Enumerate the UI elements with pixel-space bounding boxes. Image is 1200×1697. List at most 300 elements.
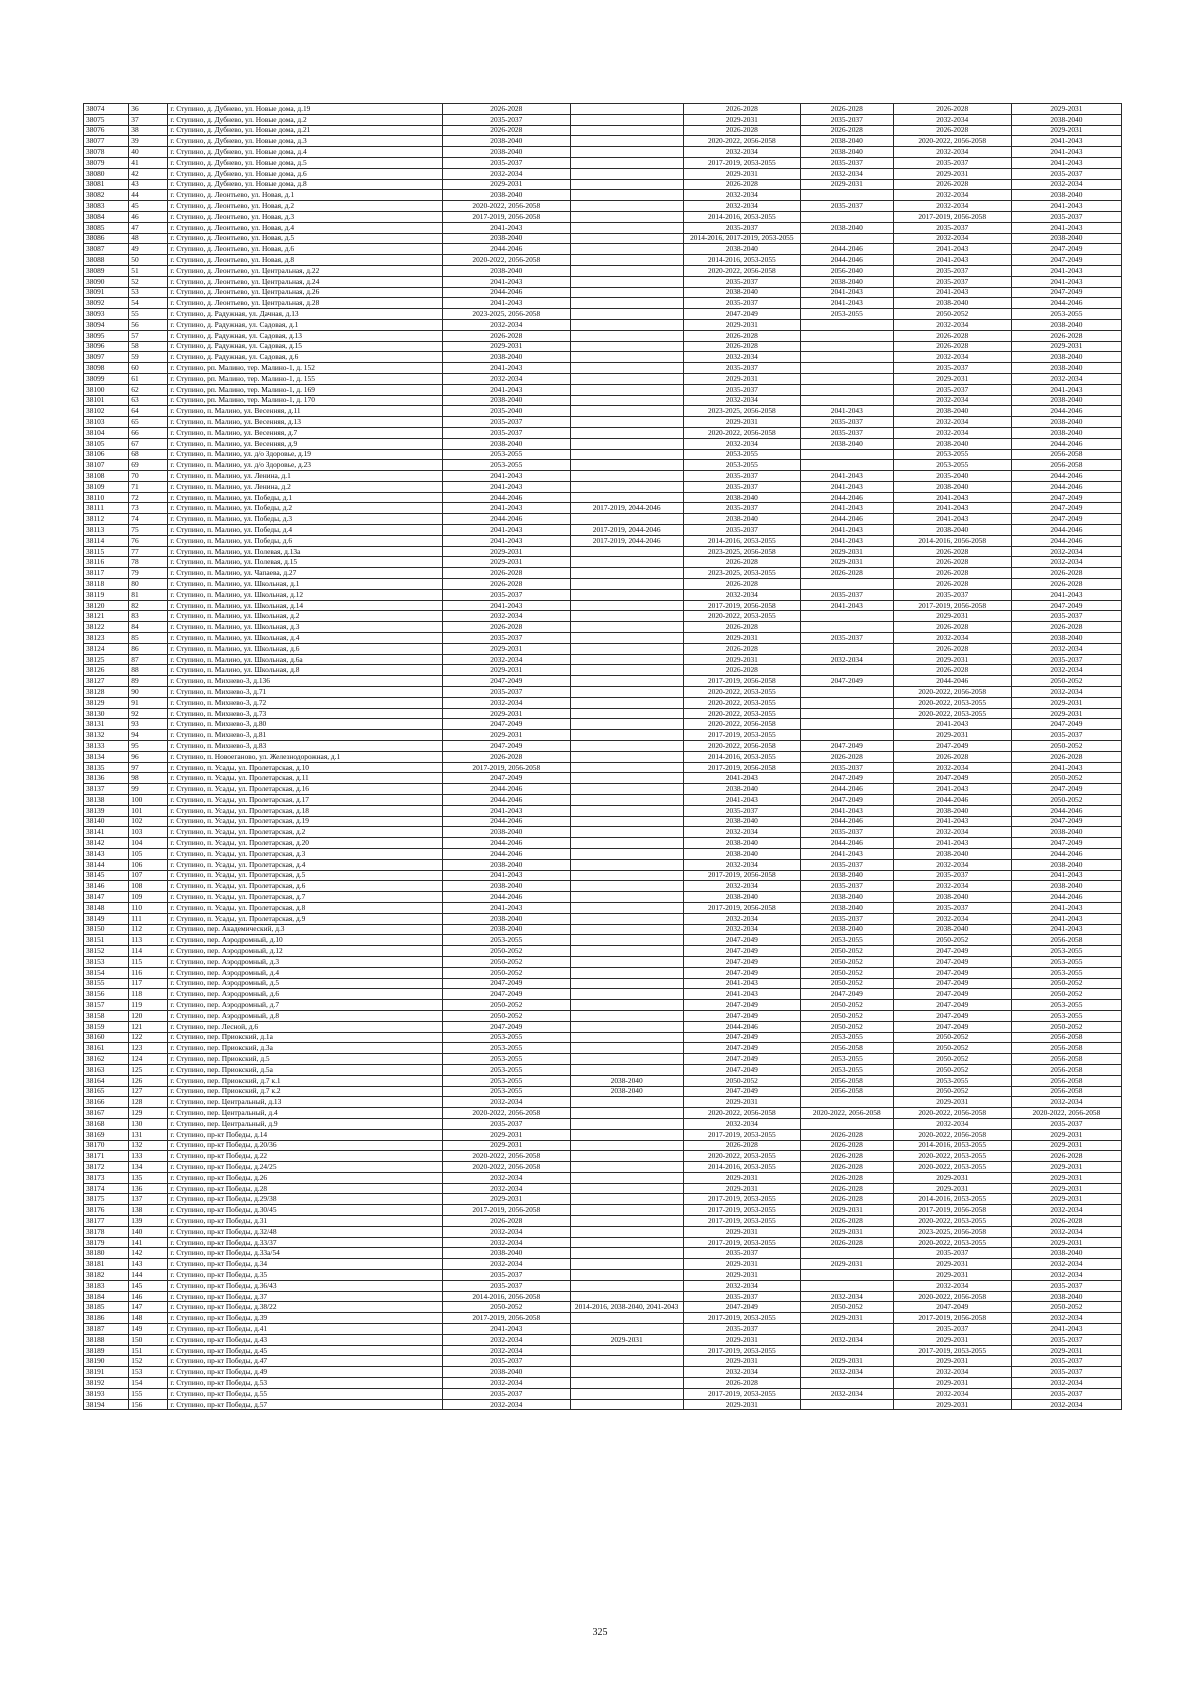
period-col3-cell: 2014-2016, 2053-2055 <box>683 751 800 762</box>
period-col1-cell: 2050-2052 <box>443 956 571 967</box>
period-col1-cell: 2050-2052 <box>443 1000 571 1011</box>
period-col1-cell: 2044-2046 <box>443 784 571 795</box>
period-col2-cell <box>570 1043 683 1054</box>
period-col2-cell <box>570 1194 683 1205</box>
table-row <box>84 136 1122 147</box>
period-col6-cell: 2032-2034 <box>1011 1259 1121 1270</box>
table-row <box>84 1356 1122 1367</box>
period-col4-cell: 2038-2040 <box>800 147 893 158</box>
table-row <box>84 967 1122 978</box>
period-col2-cell <box>570 795 683 806</box>
period-col6-cell: 2050-2052 <box>1011 676 1121 687</box>
table-row <box>84 1226 1122 1237</box>
period-col5-cell: 2050-2052 <box>893 1064 1011 1075</box>
row-number-cell: 87 <box>129 654 168 665</box>
row-number-cell: 153 <box>129 1367 168 1378</box>
row-number-cell: 63 <box>129 395 168 406</box>
record-id-cell: 38155 <box>84 978 129 989</box>
table-row <box>84 1378 1122 1389</box>
period-col6-cell: 2038-2040 <box>1011 427 1121 438</box>
period-col1-cell: 2038-2040 <box>443 265 571 276</box>
row-number-cell: 62 <box>129 384 168 395</box>
period-col3-cell: 2044-2046 <box>683 1021 800 1032</box>
address-cell: г. Ступино, п. Малино, ул. Школьная, д.8 <box>168 665 443 676</box>
period-col2-cell <box>570 1248 683 1259</box>
period-col2-cell <box>570 157 683 168</box>
address-cell: г. Ступино, д. Леонтьево, ул. Центральная, д.26 <box>168 287 443 298</box>
record-id-cell: 38178 <box>84 1226 129 1237</box>
row-number-cell: 39 <box>129 136 168 147</box>
period-col1-cell: 2032-2034 <box>443 319 571 330</box>
period-col1-cell: 2029-2031 <box>443 557 571 568</box>
period-col3-cell: 2032-2034 <box>683 201 800 212</box>
address-cell: г. Ступино, д. Дубнево, ул. Новые дома, д.4 <box>168 147 443 158</box>
period-col2-cell <box>570 687 683 698</box>
period-col2-cell <box>570 935 683 946</box>
row-number-cell: 131 <box>129 1129 168 1140</box>
period-col1-cell: 2050-2052 <box>443 946 571 957</box>
period-col4-cell <box>800 330 893 341</box>
period-col6-cell: 2032-2034 <box>1011 179 1121 190</box>
row-number-cell: 129 <box>129 1108 168 1119</box>
period-col2-cell <box>570 319 683 330</box>
period-col6-cell: 2032-2034 <box>1011 373 1121 384</box>
address-cell: г. Ступино, п. Усады, ул. Пролетарская, д.16 <box>168 784 443 795</box>
period-col5-cell: 2053-2055 <box>893 449 1011 460</box>
address-cell: г. Ступино, п. Малино, ул. Школьная, д.2 <box>168 611 443 622</box>
period-col5-cell: 2047-2049 <box>893 978 1011 989</box>
period-col6-cell: 2032-2034 <box>1011 557 1121 568</box>
address-cell: г. Ступино, пр-кт Победы, д.28 <box>168 1183 443 1194</box>
period-col6-cell: 2035-2037 <box>1011 1367 1121 1378</box>
row-number-cell: 82 <box>129 600 168 611</box>
row-number-cell: 138 <box>129 1205 168 1216</box>
period-col3-cell: 2041-2043 <box>683 989 800 1000</box>
period-col3-cell: 2017-2019, 2053-2055 <box>683 1237 800 1248</box>
period-col4-cell: 2047-2049 <box>800 773 893 784</box>
period-col3-cell: 2038-2040 <box>683 816 800 827</box>
period-col1-cell: 2035-2037 <box>443 687 571 698</box>
period-col1-cell: 2044-2046 <box>443 816 571 827</box>
address-cell: г. Ступино, пр-кт Победы, д.20/36 <box>168 1140 443 1151</box>
table-row <box>84 319 1122 330</box>
address-cell: г. Ступино, п. Усады, ул. Пролетарская, д.10 <box>168 762 443 773</box>
period-col5-cell: 2026-2028 <box>893 341 1011 352</box>
address-cell: г. Ступино, пр-кт Победы, д.45 <box>168 1345 443 1356</box>
table-row <box>84 946 1122 957</box>
record-id-cell: 38174 <box>84 1183 129 1194</box>
period-col5-cell: 2047-2049 <box>893 773 1011 784</box>
period-col1-cell: 2020-2022, 2056-2058 <box>443 255 571 266</box>
period-col2-cell: 2038-2040 <box>570 1086 683 1097</box>
row-number-cell: 125 <box>129 1064 168 1075</box>
record-id-cell: 38113 <box>84 525 129 536</box>
record-id-cell: 38109 <box>84 481 129 492</box>
period-col2-cell <box>570 363 683 374</box>
table-row <box>84 859 1122 870</box>
row-number-cell: 124 <box>129 1054 168 1065</box>
address-cell: г. Ступино, пер. Центральный, д.13 <box>168 1097 443 1108</box>
period-col1-cell: 2044-2046 <box>443 492 571 503</box>
period-col2-cell <box>570 406 683 417</box>
record-id-cell: 38088 <box>84 255 129 266</box>
period-col5-cell: 2029-2031 <box>893 611 1011 622</box>
period-col5-cell: 2041-2043 <box>893 255 1011 266</box>
period-col4-cell <box>800 579 893 590</box>
address-cell: г. Ступино, д. Леонтьево, ул. Новая, д.4 <box>168 222 443 233</box>
period-col5-cell: 2020-2022, 2056-2058 <box>893 1291 1011 1302</box>
row-number-cell: 134 <box>129 1162 168 1173</box>
table-row <box>84 104 1122 115</box>
period-col2-cell <box>570 438 683 449</box>
period-col5-cell: 2038-2040 <box>893 848 1011 859</box>
period-col2-cell <box>570 373 683 384</box>
period-col6-cell: 2047-2049 <box>1011 503 1121 514</box>
record-id-cell: 38192 <box>84 1378 129 1389</box>
period-col6-cell: 2029-2031 <box>1011 1129 1121 1140</box>
period-col4-cell <box>800 697 893 708</box>
period-col4-cell: 2041-2043 <box>800 287 893 298</box>
period-col2-cell <box>570 417 683 428</box>
address-cell: г. Ступино, д. Леонтьево, ул. Новая, д.1 <box>168 190 443 201</box>
row-number-cell: 98 <box>129 773 168 784</box>
period-col4-cell: 2038-2040 <box>800 438 893 449</box>
period-col3-cell: 2020-2022, 2056-2058 <box>683 1108 800 1119</box>
record-id-cell: 38184 <box>84 1291 129 1302</box>
period-col5-cell: 2032-2034 <box>893 1118 1011 1129</box>
period-col5-cell: 2026-2028 <box>893 665 1011 676</box>
period-col5-cell: 2032-2034 <box>893 427 1011 438</box>
period-col6-cell: 2053-2055 <box>1011 956 1121 967</box>
period-col5-cell: 2053-2055 <box>893 460 1011 471</box>
address-cell: г. Ступино, д. Леонтьево, ул. Новая, д.5 <box>168 233 443 244</box>
row-number-cell: 112 <box>129 924 168 935</box>
address-cell: г. Ступино, п. Усады, ул. Пролетарская, д.17 <box>168 795 443 806</box>
period-col6-cell: 2056-2058 <box>1011 1075 1121 1086</box>
period-col2-cell <box>570 654 683 665</box>
period-col5-cell: 2014-2016, 2053-2055 <box>893 1140 1011 1151</box>
row-number-cell: 71 <box>129 481 168 492</box>
address-cell: г. Ступино, рп. Малино, тер. Малино-1, д. 170 <box>168 395 443 406</box>
address-cell: г. Ступино, пр-кт Победы, д.14 <box>168 1129 443 1140</box>
period-col3-cell: 2026-2028 <box>683 179 800 190</box>
period-col2-cell <box>570 956 683 967</box>
period-col4-cell: 2035-2037 <box>800 201 893 212</box>
table-row <box>84 751 1122 762</box>
period-col2-cell <box>570 147 683 158</box>
period-col5-cell: 2050-2052 <box>893 935 1011 946</box>
address-cell: г. Ступино, п. Малино, ул. Школьная, д.14 <box>168 600 443 611</box>
period-col4-cell: 2047-2049 <box>800 989 893 1000</box>
record-id-cell: 38117 <box>84 568 129 579</box>
table-row <box>84 1259 1122 1270</box>
period-col5-cell: 2017-2019, 2056-2058 <box>893 1205 1011 1216</box>
period-col5-cell: 2029-2031 <box>893 1183 1011 1194</box>
period-col1-cell: 2041-2043 <box>443 276 571 287</box>
period-col3-cell: 2020-2022, 2056-2058 <box>683 136 800 147</box>
address-cell: г. Ступино, п. Михнево-3, д.72 <box>168 697 443 708</box>
period-col3-cell: 2053-2055 <box>683 449 800 460</box>
period-col5-cell: 2032-2034 <box>893 201 1011 212</box>
record-id-cell: 38104 <box>84 427 129 438</box>
row-number-cell: 57 <box>129 330 168 341</box>
address-cell: г. Ступино, пр-кт Победы, д.24/25 <box>168 1162 443 1173</box>
row-number-cell: 44 <box>129 190 168 201</box>
row-number-cell: 75 <box>129 525 168 536</box>
row-number-cell: 105 <box>129 848 168 859</box>
address-cell: г. Ступино, пр-кт Победы, д.29/38 <box>168 1194 443 1205</box>
period-col1-cell: 2032-2034 <box>443 1378 571 1389</box>
period-col4-cell <box>800 665 893 676</box>
period-col2-cell <box>570 492 683 503</box>
period-col1-cell: 2035-2037 <box>443 1118 571 1129</box>
period-col5-cell: 2047-2049 <box>893 946 1011 957</box>
period-col6-cell: 2053-2055 <box>1011 967 1121 978</box>
period-col4-cell: 2038-2040 <box>800 222 893 233</box>
record-id-cell: 38163 <box>84 1064 129 1075</box>
period-col4-cell: 2047-2049 <box>800 676 893 687</box>
row-number-cell: 45 <box>129 201 168 212</box>
period-col6-cell: 2029-2031 <box>1011 1194 1121 1205</box>
period-col2-cell <box>570 136 683 147</box>
row-number-cell: 150 <box>129 1334 168 1345</box>
table-row <box>84 330 1122 341</box>
period-col4-cell: 2029-2031 <box>800 1259 893 1270</box>
period-col6-cell: 2056-2058 <box>1011 1086 1121 1097</box>
period-col2-cell <box>570 924 683 935</box>
period-col5-cell: 2035-2037 <box>893 384 1011 395</box>
period-col5-cell: 2032-2034 <box>893 395 1011 406</box>
address-cell: г. Ступино, д. Леонтьево, ул. Новая, д.8 <box>168 255 443 266</box>
period-col4-cell: 2053-2055 <box>800 1064 893 1075</box>
period-col4-cell: 2035-2037 <box>800 859 893 870</box>
table-row <box>84 827 1122 838</box>
period-col6-cell: 2041-2043 <box>1011 589 1121 600</box>
record-id-cell: 38168 <box>84 1118 129 1129</box>
period-col1-cell: 2041-2043 <box>443 471 571 482</box>
table-row <box>84 589 1122 600</box>
period-col5-cell: 2020-2022, 2056-2058 <box>893 1129 1011 1140</box>
period-col5-cell: 2020-2022, 2056-2058 <box>893 136 1011 147</box>
table-row <box>84 1324 1122 1335</box>
period-col4-cell <box>800 233 893 244</box>
row-number-cell: 108 <box>129 881 168 892</box>
period-col2-cell <box>570 1226 683 1237</box>
period-col6-cell: 2029-2031 <box>1011 1140 1121 1151</box>
table-row <box>84 1097 1122 1108</box>
table-row <box>84 654 1122 665</box>
table-row <box>84 514 1122 525</box>
address-cell: г. Ступино, п. Усады, ул. Пролетарская, д.8 <box>168 902 443 913</box>
period-col3-cell: 2017-2019, 2053-2055 <box>683 1129 800 1140</box>
record-id-cell: 38138 <box>84 795 129 806</box>
row-number-cell: 48 <box>129 233 168 244</box>
period-col2-cell <box>570 298 683 309</box>
row-number-cell: 43 <box>129 179 168 190</box>
period-col5-cell: 2020-2022, 2053-2055 <box>893 1151 1011 1162</box>
period-col3-cell: 2017-2019, 2056-2058 <box>683 762 800 773</box>
period-col2-cell <box>570 708 683 719</box>
period-col6-cell: 2038-2040 <box>1011 363 1121 374</box>
period-col5-cell: 2050-2052 <box>893 1032 1011 1043</box>
address-cell: г. Ступино, п. Малино, ул. Победы, д.3 <box>168 514 443 525</box>
period-col2-cell <box>570 1324 683 1335</box>
period-col2-cell <box>570 104 683 115</box>
period-col3-cell: 2026-2028 <box>683 643 800 654</box>
period-col6-cell: 2050-2052 <box>1011 795 1121 806</box>
period-col6-cell: 2038-2040 <box>1011 352 1121 363</box>
table-row <box>84 1162 1122 1173</box>
table-row <box>84 773 1122 784</box>
period-col5-cell: 2047-2049 <box>893 1302 1011 1313</box>
period-col2-cell <box>570 978 683 989</box>
row-number-cell: 89 <box>129 676 168 687</box>
period-col1-cell: 2044-2046 <box>443 795 571 806</box>
period-col1-cell: 2038-2040 <box>443 147 571 158</box>
period-col1-cell: 2041-2043 <box>443 600 571 611</box>
period-col1-cell: 2038-2040 <box>443 395 571 406</box>
row-number-cell: 93 <box>129 719 168 730</box>
period-col2-cell <box>570 730 683 741</box>
address-cell: г. Ступино, д. Леонтьево, ул. Центральная, д.24 <box>168 276 443 287</box>
table-row <box>84 870 1122 881</box>
period-col1-cell: 2032-2034 <box>443 1334 571 1345</box>
period-col4-cell: 2026-2028 <box>800 1216 893 1227</box>
period-col4-cell <box>800 643 893 654</box>
table-row <box>84 622 1122 633</box>
table-row <box>84 449 1122 460</box>
period-col4-cell <box>800 319 893 330</box>
record-id-cell: 38127 <box>84 676 129 687</box>
address-cell: г. Ступино, пер. Аэродромный, д.5 <box>168 978 443 989</box>
record-id-cell: 38076 <box>84 125 129 136</box>
record-id-cell: 38123 <box>84 633 129 644</box>
record-id-cell: 38187 <box>84 1324 129 1335</box>
address-cell: г. Ступино, п. Усады, ул. Пролетарская, д.11 <box>168 773 443 784</box>
row-number-cell: 94 <box>129 730 168 741</box>
period-col2-cell <box>570 751 683 762</box>
period-col6-cell: 2053-2055 <box>1011 946 1121 957</box>
period-col6-cell: 2050-2052 <box>1011 978 1121 989</box>
record-id-cell: 38186 <box>84 1313 129 1324</box>
period-col3-cell: 2032-2034 <box>683 1280 800 1291</box>
record-id-cell: 38101 <box>84 395 129 406</box>
record-id-cell: 38108 <box>84 471 129 482</box>
period-col3-cell: 2035-2037 <box>683 471 800 482</box>
period-col2-cell <box>570 1280 683 1291</box>
period-col1-cell: 2029-2031 <box>443 1129 571 1140</box>
address-cell: г. Ступино, п. Малино, ул. Ленина, д.1 <box>168 471 443 482</box>
period-col4-cell <box>800 449 893 460</box>
period-col3-cell: 2038-2040 <box>683 244 800 255</box>
row-number-cell: 52 <box>129 276 168 287</box>
period-col4-cell <box>800 363 893 374</box>
table-row <box>84 244 1122 255</box>
address-cell: г. Ступино, д. Дубнево, ул. Новые дома, д.19 <box>168 104 443 115</box>
period-col6-cell: 2044-2046 <box>1011 481 1121 492</box>
record-id-cell: 38179 <box>84 1237 129 1248</box>
period-col5-cell: 2014-2016, 2053-2055 <box>893 1194 1011 1205</box>
record-id-cell: 38191 <box>84 1367 129 1378</box>
period-col6-cell: 2044-2046 <box>1011 298 1121 309</box>
period-col2-cell <box>570 1378 683 1389</box>
address-cell: г. Ступино, д. Радужная, ул. Садовая, д.13 <box>168 330 443 341</box>
record-id-cell: 38165 <box>84 1086 129 1097</box>
period-col1-cell: 2035-2037 <box>443 1356 571 1367</box>
period-col5-cell: 2050-2052 <box>893 309 1011 320</box>
period-col2-cell <box>570 989 683 1000</box>
address-cell: г. Ступино, пр-кт Победы, д.37 <box>168 1291 443 1302</box>
period-col4-cell <box>800 622 893 633</box>
period-col5-cell: 2032-2034 <box>893 1280 1011 1291</box>
period-col6-cell: 2035-2037 <box>1011 730 1121 741</box>
address-cell: г. Ступино, п. Малино, ул. Ленина, д.2 <box>168 481 443 492</box>
row-number-cell: 144 <box>129 1270 168 1281</box>
row-number-cell: 119 <box>129 1000 168 1011</box>
table-row <box>84 201 1122 212</box>
table-row <box>84 352 1122 363</box>
period-col2-cell <box>570 1183 683 1194</box>
address-cell: г. Ступино, п. Малино, ул. Школьная, д.6а <box>168 654 443 665</box>
table-row <box>84 1151 1122 1162</box>
period-col6-cell: 2038-2040 <box>1011 395 1121 406</box>
period-col4-cell: 2029-2031 <box>800 1313 893 1324</box>
period-col3-cell: 2017-2019, 2053-2055 <box>683 730 800 741</box>
period-col5-cell: 2026-2028 <box>893 568 1011 579</box>
period-col6-cell: 2038-2040 <box>1011 827 1121 838</box>
record-id-cell: 38190 <box>84 1356 129 1367</box>
period-col4-cell: 2050-2052 <box>800 956 893 967</box>
address-cell: г. Ступино, д. Радужная, ул. Садовая, д.15 <box>168 341 443 352</box>
record-id-cell: 38150 <box>84 924 129 935</box>
period-col4-cell: 2026-2028 <box>800 1237 893 1248</box>
period-col5-cell: 2032-2034 <box>893 352 1011 363</box>
period-col2-cell <box>570 1000 683 1011</box>
table-row <box>84 417 1122 428</box>
period-col4-cell: 2032-2034 <box>800 1367 893 1378</box>
period-col4-cell: 2035-2037 <box>800 827 893 838</box>
record-id-cell: 38175 <box>84 1194 129 1205</box>
period-col1-cell: 2050-2052 <box>443 1302 571 1313</box>
record-id-cell: 38164 <box>84 1075 129 1086</box>
period-col3-cell: 2029-2031 <box>683 168 800 179</box>
period-col5-cell: 2032-2034 <box>893 633 1011 644</box>
period-col2-cell <box>570 741 683 752</box>
period-col2-cell <box>570 643 683 654</box>
period-col2-cell <box>570 870 683 881</box>
period-col1-cell: 2038-2040 <box>443 827 571 838</box>
row-number-cell: 101 <box>129 805 168 816</box>
period-col6-cell: 2044-2046 <box>1011 471 1121 482</box>
period-col6-cell: 2029-2031 <box>1011 125 1121 136</box>
address-cell: г. Ступино, п. Малино, ул. Школьная, д.6 <box>168 643 443 654</box>
period-col6-cell: 2035-2037 <box>1011 611 1121 622</box>
period-col3-cell: 2035-2037 <box>683 481 800 492</box>
period-col2-cell <box>570 827 683 838</box>
period-col4-cell: 2041-2043 <box>800 406 893 417</box>
address-cell: г. Ступино, пер. Академический, д.3 <box>168 924 443 935</box>
period-col2-cell <box>570 1021 683 1032</box>
period-col3-cell: 2032-2034 <box>683 395 800 406</box>
row-number-cell: 118 <box>129 989 168 1000</box>
period-col3-cell: 2029-2031 <box>683 114 800 125</box>
period-col5-cell: 2029-2031 <box>893 1259 1011 1270</box>
address-cell: г. Ступино, д. Леонтьево, ул. Центральная, д.22 <box>168 265 443 276</box>
period-col1-cell: 2035-2037 <box>443 589 571 600</box>
period-col1-cell: 2026-2028 <box>443 1216 571 1227</box>
record-id-cell: 38093 <box>84 309 129 320</box>
period-col5-cell: 2038-2040 <box>893 298 1011 309</box>
